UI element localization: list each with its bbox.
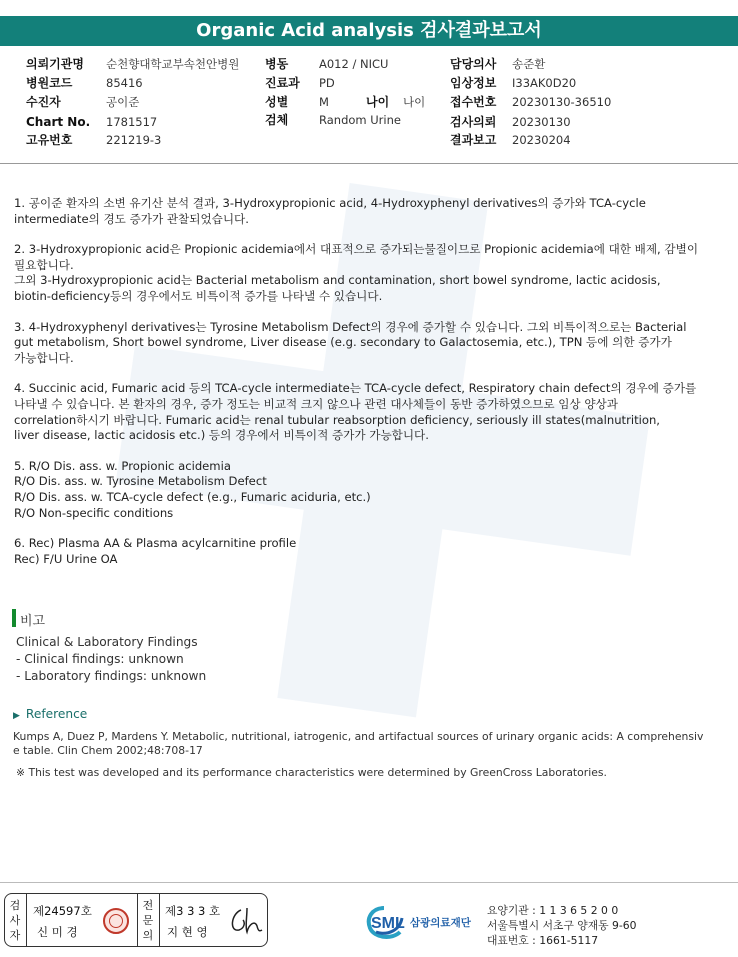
info-row [0, 94, 738, 112]
info-value: I33AK0D20 [512, 76, 577, 90]
logo-org-name: 삼광의료재단 [410, 917, 471, 929]
info-label: 검사의뢰 [450, 115, 497, 129]
info-row [0, 114, 738, 132]
report-title: Organic Acid analysis 검사결과보고서 [0, 16, 738, 46]
info-value: 20230204 [512, 133, 571, 147]
remarks-title: 비고 [20, 614, 46, 629]
interpretation-paragraph: 6. Rec) Plasma AA & Plasma acylcarnitine profile Rec) F/U Urine OA [14, 536, 297, 566]
info-value: 나이 [403, 95, 426, 109]
divider [159, 894, 160, 946]
specialist-license-no: 제3 3 3 호 [165, 904, 221, 918]
divider [137, 894, 138, 946]
info-row [0, 75, 738, 93]
info-label: 담당의사 [450, 57, 497, 71]
info-value: A012 / NICU [319, 57, 389, 71]
handwritten-signature [227, 904, 263, 938]
info-value: 공이준 [106, 95, 140, 109]
remarks-body: Clinical & Laboratory Findings - Clinical findings: unknown - Laboratory findings: unknown [16, 635, 207, 683]
interpretation-paragraph: 1. 공이준 환자의 소변 유기산 분석 결과, 3-Hydroxypropionic acid, 4-Hydroxyphenyl derivatives의 증가와 TCA-cycle intermediate의 경도 증가가 관찰되었습니다. [14, 196, 646, 226]
divider [0, 163, 738, 164]
examiner-name: 신 미 경 [37, 925, 78, 939]
info-value: 순천향대학교부속천안병원 [106, 57, 240, 71]
interpretation-paragraph: 5. R/O Dis. ass. w. Propionic acidemia R/O Dis. ass. w. Tyrosine Metabolism Defect R/O Dis. ass. w. TCA-cycle defect (e.g., Fumaric aciduria, etc.) R/O Non-specific conditions [14, 458, 371, 520]
info-label: 고유번호 [26, 133, 73, 147]
info-label: 검체 [265, 113, 289, 127]
info-value: M [319, 95, 329, 109]
info-label: 결과보고 [450, 133, 497, 147]
reference-heading [13, 707, 87, 721]
info-label: 임상정보 [450, 76, 497, 90]
info-label: 병동 [265, 57, 289, 71]
interpretation-paragraph: 3. 4-Hydroxyphenyl derivatives는 Tyrosine Metabolism Defect의 경우에 증가할 수 있습니다. 그외 비특이적으로는 Bacterial gut metabolism, Short bowel syndrome, Liver disease (e.g. secondary to Galactosemia, etc.), TPN 등에 의한 증가가 가능합니다. [14, 319, 687, 365]
examiner-license-no: 제24597호 [33, 904, 92, 918]
label-char: 사 [9, 914, 21, 927]
info-row [0, 132, 738, 150]
interpretation-section [14, 196, 726, 582]
specialist-label [141, 898, 155, 943]
sml-logo [366, 902, 486, 942]
info-label: Chart No. [26, 115, 91, 129]
info-value: 1781517 [106, 115, 158, 129]
examiner-seal-stamp [103, 908, 129, 934]
info-value: PD [319, 76, 335, 90]
label-char: 의 [142, 929, 154, 942]
info-value: 85416 [106, 76, 143, 90]
info-label: 진료과 [265, 76, 300, 90]
info-value: 20230130 [512, 115, 571, 129]
signature-box [4, 893, 268, 947]
divider [26, 894, 27, 946]
info-value: 송준환 [512, 57, 546, 71]
lab-contact-info: 요양기관 : 1 1 3 6 5 2 0 0 서울특별시 서초구 양재동 9-60 대표번호 : 1661-5117 [487, 904, 637, 947]
logo-text: SML [371, 915, 405, 932]
examiner-label [8, 898, 22, 943]
label-char: 검 [9, 899, 21, 912]
interpretation-paragraph: 2. 3-Hydroxypropionic acid은 Propionic acidemia에서 대표적으로 증가되는물질이므로 Propionic acidemia에 대한 배제, 감별이 필요합니다. 그외 3-Hydroxypropionic acid는 Bacterial metabolism and contamination, short bowel syndrome, lactic acidosis, biotin-deficiency등의 경우에서도 비특이적 증가를 나타낼 수 있습니다. [14, 242, 699, 303]
info-label: 병원코드 [26, 76, 73, 90]
interpretation-paragraph: 4. Succinic acid, Fumaric acid 등의 TCA-cycle intermediate는 TCA-cycle defect, Respiratory chain defect의 경우에 증가를 나타낼 수 있습니다. 본 환자의 경우, 증가 정도는 비교적 크지 않으나 관련 대사체들이 동반 증가하였으므로 임상 양상과 correlation하시기 바랍니다. Fumaric acid는 renal tubular reabsorption deficiency, seriously ill states(malnutrition, liver disease, lactic acidosis etc.) 등의 경우에서 비특이적 증가가 가능합니다. [14, 381, 697, 443]
footer-divider [0, 882, 738, 883]
label-char: 문 [142, 914, 154, 927]
info-label: 성별 [265, 95, 289, 109]
info-row [0, 56, 738, 74]
info-value: 20230130-36510 [512, 95, 612, 109]
triangle-right-icon: ▶ [13, 711, 20, 721]
specialist-name: 지 현 영 [167, 925, 208, 939]
info-label: 수진자 [26, 95, 61, 109]
info-label: 접수번호 [450, 95, 497, 109]
info-value: Random Urine [319, 113, 401, 127]
label-char: 전 [142, 899, 154, 912]
patient-info-table [0, 54, 738, 158]
label-char: 자 [9, 929, 21, 942]
info-value: 221219-3 [106, 133, 162, 147]
info-label: 나이 [366, 95, 390, 109]
info-label: 의뢰기관명 [26, 57, 84, 71]
disclaimer-note: ※ This test was developed and its performance characteristics were determined by GreenCross Laboratories. [16, 766, 607, 779]
remarks-marker [12, 609, 16, 627]
reference-citation: Kumps A, Duez P, Mardens Y. Metabolic, nutritional, iatrogenic, and artifactual sources of urinary organic acids: A comprehensiv e table. Clin Chem 2002;48:708-17 [13, 730, 704, 757]
reference-title: Reference [25, 707, 88, 721]
sml-logo-icon [366, 902, 486, 942]
